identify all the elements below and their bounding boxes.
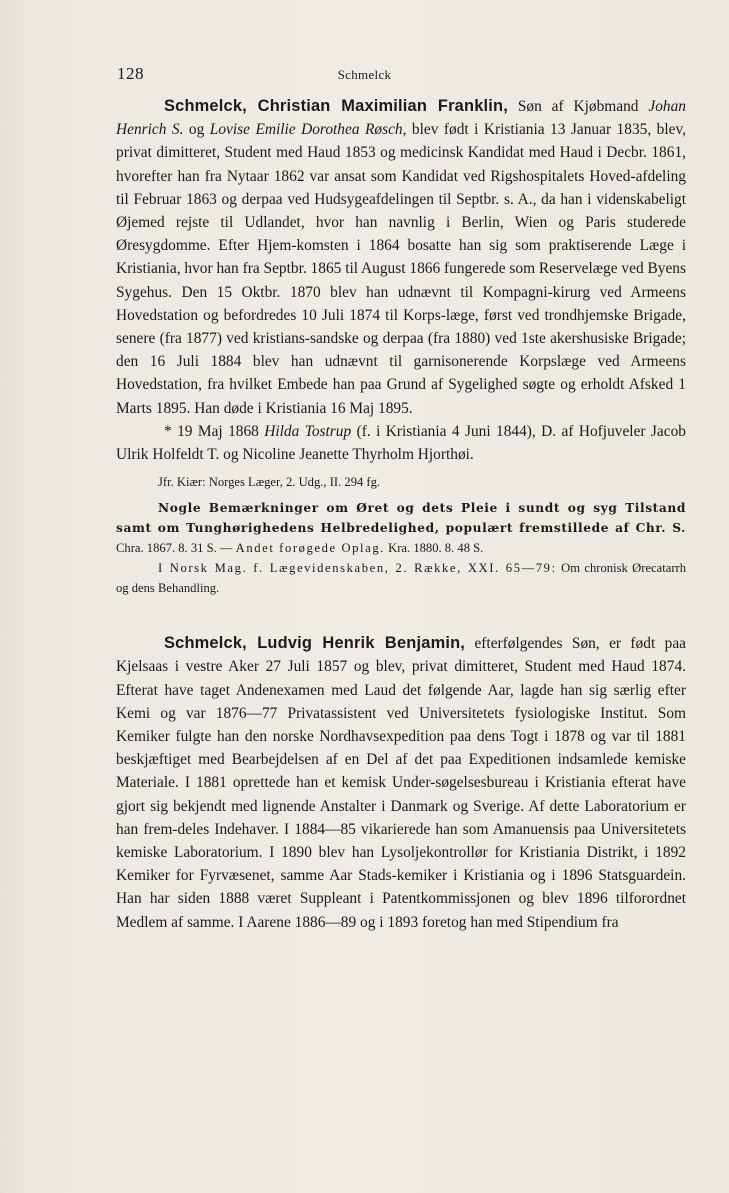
entry-name: Schmelck, Ludvig Henrik Benjamin, [164, 634, 466, 653]
work-citation [116, 498, 686, 558]
page-body [116, 95, 686, 934]
page-header [0, 64, 729, 86]
entry-name: Schmelck, Christian Maximilian Franklin, [164, 97, 508, 115]
work-title: Nogle Bemærkninger om Øret og dets Pleie i sundt og syg Tilstand samt om Tunghørighedens Helbredelighed, populært fremstillede af Chr. S. [116, 501, 686, 536]
marriage-paragraph [116, 420, 686, 466]
journal-name: I Norsk Mag. f. Lægevidenskaben, 2. Række, XXI. 65—79: [158, 561, 557, 576]
work-citation [116, 558, 686, 598]
work-edition: Andet forøgede Oplag. [235, 541, 385, 556]
running-head: Schmelck [337, 67, 392, 82]
marriage-text: * 19 Maj 1868 [164, 422, 265, 440]
father-name: Johan Henrich S. [116, 98, 686, 139]
work-info: Chra. 1867. 8. 31 S. — [116, 541, 236, 556]
biography-entry [116, 632, 686, 934]
source-reference: Jfr. Kiær: Norges Læger, 2. Udg., II. 294 fg. [158, 475, 381, 490]
entry-text: og [183, 121, 210, 139]
biography-entry [116, 95, 686, 598]
entry-text: efterfølgendes Søn, er født paa Kjelsaas i vestre Aker 27 Juli 1857 og blev, privat dimitteret, Student med Haud 1874. Efterat have taget Andenexamen med Laud det følgende Aar, lagde han sig særlig efter Kemi og var 1876—77 Privatassistent ved Universitetets fysiologiske Institut. Som Kemiker fulgte han den norske Nordhavsexpedition paa dens Togt i 1878 og var til 1881 beskjæftiget med Bearbejdelsen af en Del af det paa Expeditionen indsamlede kemiske Materiale. I 1881 oprettede han et kemisk Under-søgelsesbureau i Kristiania efterat have gjort sig bekjendt med lignende Anstalter i Danmark og Sverige. Af dette Laboratorium er han frem-deles Indehaver. I 1884—85 vikarierede han som Amanuensis paa Universitetets kemiske Laboratorium. I 1890 blev han Lysoljekontrollør for Kristiania Distrikt, i 1892 Kemiker for Fyrvæsenet, samme Aar Stads-kemiker i Kristiania og i 1896 Statsguardein. Han har siden 1888 været Suppleant i Patentkommissjonen og blev 1896 tilforordnet Medlem af samme. I Aarene 1886—89 og i 1893 foretog han med Stipendium fra [116, 635, 686, 931]
marriage-text: (f. i Kristiania 4 Juni 1844), D. af Hofjuveler Jacob Ulrik Holfeldt T. og Nicoline Jeanette Thyrholm Hjorthøi. [116, 422, 686, 464]
entry-text: blev født i Kristiania 13 Januar 1835, blev, privat dimitteret, Student med Haud 1853 og medicinsk Kandidat med Haud i Decbr. 1861, hvorefter han fra Nytaar 1862 var ansat som Kandidat ved Rigshospitalets Hoved-afdeling til Februar 1863 og derpaa ved Hudsygeafdelingen til Septbr. s. A., da han i videnskabeligt Øjemed rejste til Udlandet, hvor han navnlig i Berlin, Wien og Paris studerede Øresygdomme. Efter Hjem-komsten i 1864 bosatte han sig som praktiserende Læge i Kristiania, hvor han fra Septbr. 1865 til August 1866 fungerede som Reservelæge ved Byens Sygehus. Den 15 Oktbr. 1870 blev han udnævnt til Kompagni-kirurg ved Armeens Hovedstation og befordredes 10 Juli 1874 til Korps-læge, først ved trondhjemske Brigade, senere (fra 1877) ved kristians-sandske og derpaa (fra 1880) ved 1ste akershusiske Brigade; den 16 Juli 1884 blev han udnævnt til garnisonerende Korpslæge ved Armeens Hovedstation, fra hvilket Embede han paa Grund af Sygelighed søgte og erholdt Afsked 1 Marts 1895. Han døde i Kristiania 16 Maj 1895. [116, 121, 686, 417]
references [116, 472, 686, 598]
entry-text: Søn af Kjøbmand [507, 98, 649, 115]
entry-paragraph [116, 95, 686, 420]
article-title: Om chronisk Ørecatarrh og dens Behandling. [116, 561, 687, 596]
mother-name: Lovise Emilie Dorothea Røsch, [209, 121, 407, 139]
wife-name: Hilda Tostrup [264, 422, 352, 440]
page-number: 128 [117, 64, 144, 83]
work-info: Kra. 1880. 8. 48 S. [385, 541, 484, 556]
entry-paragraph [116, 632, 686, 934]
